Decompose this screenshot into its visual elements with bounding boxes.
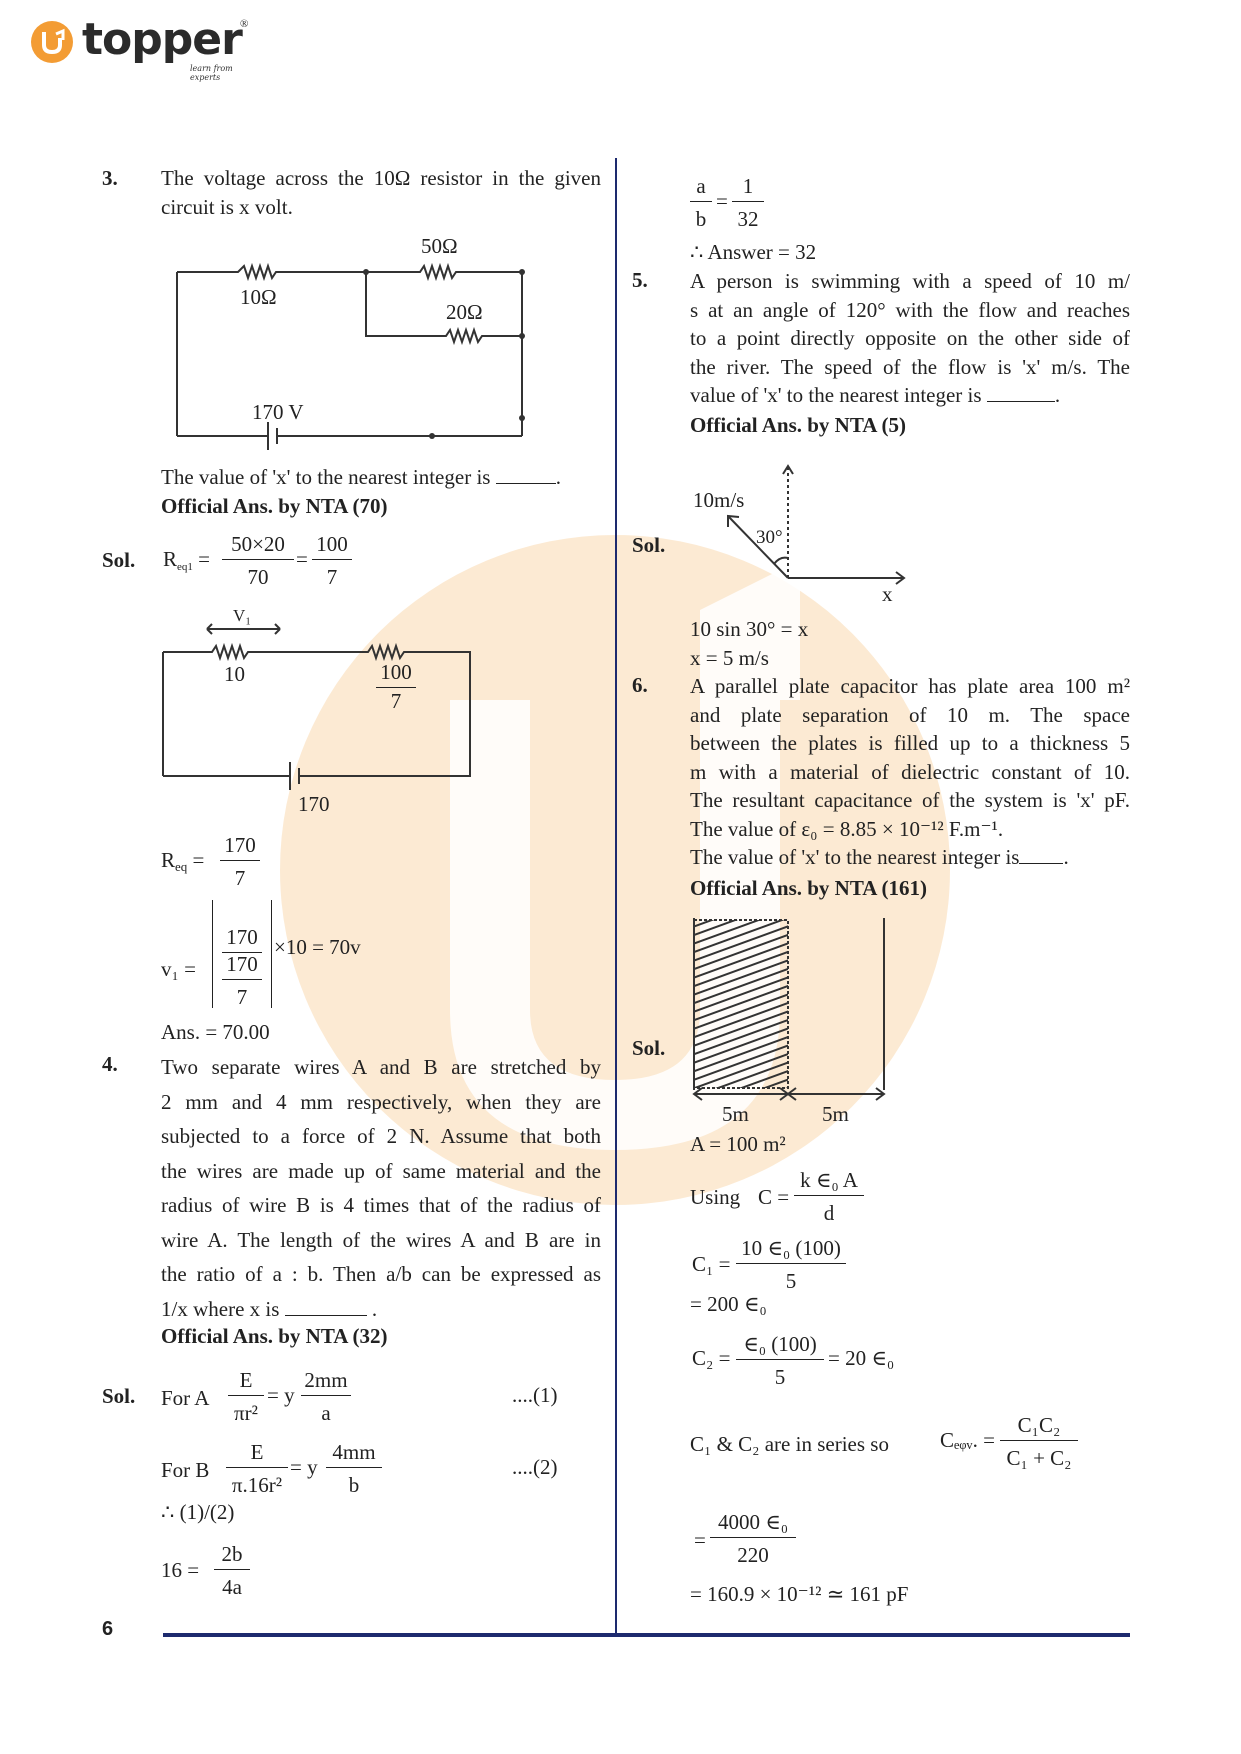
c1-value: = 200 ∈₀ bbox=[690, 1292, 767, 1316]
answer-text: Ans. = 70.00 bbox=[161, 1020, 270, 1044]
question-number: 3. bbox=[102, 166, 118, 190]
equals-sign: = bbox=[694, 1528, 706, 1552]
distance-label: 5m bbox=[822, 1102, 849, 1126]
c2-rhs: = 20 ∈₀ bbox=[828, 1346, 895, 1370]
question-text: A person is swimming with a speed of 10 m/ s at an angle of 120° with the flow and reaches to a point directly opposite on the other side of the river. The speed of the flow is 'x' m/s. The value of 'x' to the nearest integer is . bbox=[690, 269, 1130, 407]
c2-lhs: C₂ = bbox=[692, 1346, 731, 1370]
fraction: $\frac{\text{10 ∈₀ (100)}}{5}$ bbox=[736, 1236, 846, 1293]
fraction: $\frac{\text{C₁C₂}}{\text{C₁ + C₂}}$ bbox=[1000, 1413, 1078, 1470]
solution-label: Sol. bbox=[102, 1384, 136, 1408]
equals-y: = y bbox=[267, 1383, 295, 1407]
axis-label: x bbox=[882, 582, 893, 606]
series-text: C₁ & C₂ are in series so bbox=[690, 1432, 889, 1456]
final-answer: = 160.9 × 10⁻¹² ≃ 161 pF bbox=[690, 1582, 909, 1606]
resistor-label: $\frac{100}{7}$ bbox=[376, 660, 416, 713]
fraction: $\frac{100}{7}$ bbox=[312, 532, 352, 589]
fraction: 170 bbox=[222, 925, 262, 953]
division-step: ∴ (1)/(2) bbox=[161, 1500, 235, 1524]
fraction: $\frac{4mm}{b}$ bbox=[326, 1440, 382, 1497]
question-number: 5. bbox=[632, 268, 648, 292]
question-text: The voltage across the 10Ω resistor in the given circuit is x volt. bbox=[161, 166, 601, 219]
official-answer: Official Ans. by NTA (5) bbox=[690, 413, 907, 437]
resistor-label: 20Ω bbox=[446, 300, 483, 324]
angle-label: 30° bbox=[756, 527, 783, 548]
for-a-label: For A bbox=[161, 1386, 210, 1410]
official-answer: Official Ans. by NTA (70) bbox=[161, 494, 388, 518]
solution-label: Sol. bbox=[632, 533, 666, 557]
req-symbol: $R_{eq}$ = bbox=[161, 848, 205, 874]
equation-line: 10 sin 30° = x bbox=[690, 617, 809, 641]
question-ask: The value of 'x' to the nearest integer is . bbox=[161, 465, 561, 489]
v1-lhs: v₁ = bbox=[161, 957, 196, 981]
v1-rhs: ×10 = 70v bbox=[274, 935, 361, 959]
c1-lhs: C₁ = bbox=[692, 1252, 731, 1276]
page-number: 6 bbox=[102, 1618, 114, 1640]
battery-label: 170 V bbox=[252, 400, 304, 424]
fraction: $\frac{E}{\text{πr²}}$ bbox=[228, 1368, 264, 1425]
fraction: $\frac{2mm}{a}$ bbox=[301, 1368, 351, 1425]
question-text: A parallel plate capacitor has plate area 100 m² and plate separation of 10 m. The space between the plates is filled up to a thickness 5 m with a material of dielectric constant of 10. The resultant capacitance of the system is 'x' pF. The value of ε₀ = 8.85 × 10⁻¹² F.m⁻¹. The value of 'x' to the nearest integer is . bbox=[690, 674, 1130, 869]
question-number: 6. bbox=[632, 673, 648, 697]
resistor-label: 10Ω bbox=[240, 285, 277, 309]
fraction: $\frac{a}{b}$ bbox=[690, 174, 712, 231]
resistor-label: 10 bbox=[224, 662, 245, 686]
equation-tag: ....(1) bbox=[512, 1383, 558, 1407]
voltage-label: V₁ bbox=[233, 606, 252, 625]
question-number: 4. bbox=[102, 1052, 118, 1076]
using-label: Using bbox=[690, 1185, 741, 1209]
fraction: $\frac{\text{∈₀ (100)}}{5}$ bbox=[736, 1332, 824, 1389]
equals-sign: = bbox=[716, 189, 728, 213]
fraction: $\frac{2b}{4a}$ bbox=[214, 1542, 250, 1599]
question-text: Two separate wires A and B are stretched by 2 mm and 4 mm respectively, when they are subjected to a force of 2 N. Assume that both the wires are made up of same material and the radius of wire B is 4 times that of the radius of wire A. The length of the wires A and B are in the ratio of a : b. Then a/b can be expressed as 1/x where x is . bbox=[161, 1055, 601, 1321]
area-text: A = 100 m² bbox=[690, 1132, 786, 1156]
equation-tag: ....(2) bbox=[512, 1455, 558, 1479]
equation-line: x = 5 m/s bbox=[690, 646, 769, 670]
speed-label: 10m/s bbox=[693, 488, 745, 512]
fraction: $\frac{170}{7}$ bbox=[222, 952, 262, 1009]
brand-tagline: learn from experts bbox=[190, 64, 233, 82]
fraction: $\frac{1}{32}$ bbox=[732, 174, 764, 231]
battery-label: 170 bbox=[298, 792, 330, 816]
brand-name: topper bbox=[82, 14, 242, 65]
official-answer: Official Ans. by NTA (32) bbox=[161, 1324, 388, 1348]
equals-sign: = bbox=[296, 547, 308, 571]
registered-mark: ® bbox=[240, 18, 249, 30]
fraction: $\frac{\text{4000 ∈₀}}{220}$ bbox=[710, 1510, 796, 1567]
fraction: $\frac{\text{k ∈₀ A}}{d}$ bbox=[794, 1168, 864, 1225]
answer-text: ∴ Answer = 32 bbox=[690, 240, 817, 264]
solution-label: Sol. bbox=[632, 1036, 666, 1060]
ceq-lhs: Cₑᵩᵥ. = bbox=[940, 1428, 995, 1452]
fraction: $\frac{E}{\text{π.16r²}}$ bbox=[226, 1440, 288, 1497]
c-lhs: C = bbox=[758, 1185, 790, 1209]
for-b-label: For B bbox=[161, 1458, 210, 1482]
fraction: $\frac{50\times 20}{70}$ bbox=[222, 532, 294, 589]
fraction: $\frac{170}{7}$ bbox=[220, 833, 260, 890]
official-answer: Official Ans. by NTA (161) bbox=[690, 876, 928, 900]
resistor-label: 50Ω bbox=[421, 234, 458, 258]
solution-label: Sol. bbox=[102, 548, 136, 572]
distance-label: 5m bbox=[722, 1102, 749, 1126]
req-symbol: $R_{eq1}$ = bbox=[163, 547, 210, 573]
final-lhs: 16 = bbox=[161, 1558, 200, 1582]
equals-y: = y bbox=[290, 1455, 318, 1479]
